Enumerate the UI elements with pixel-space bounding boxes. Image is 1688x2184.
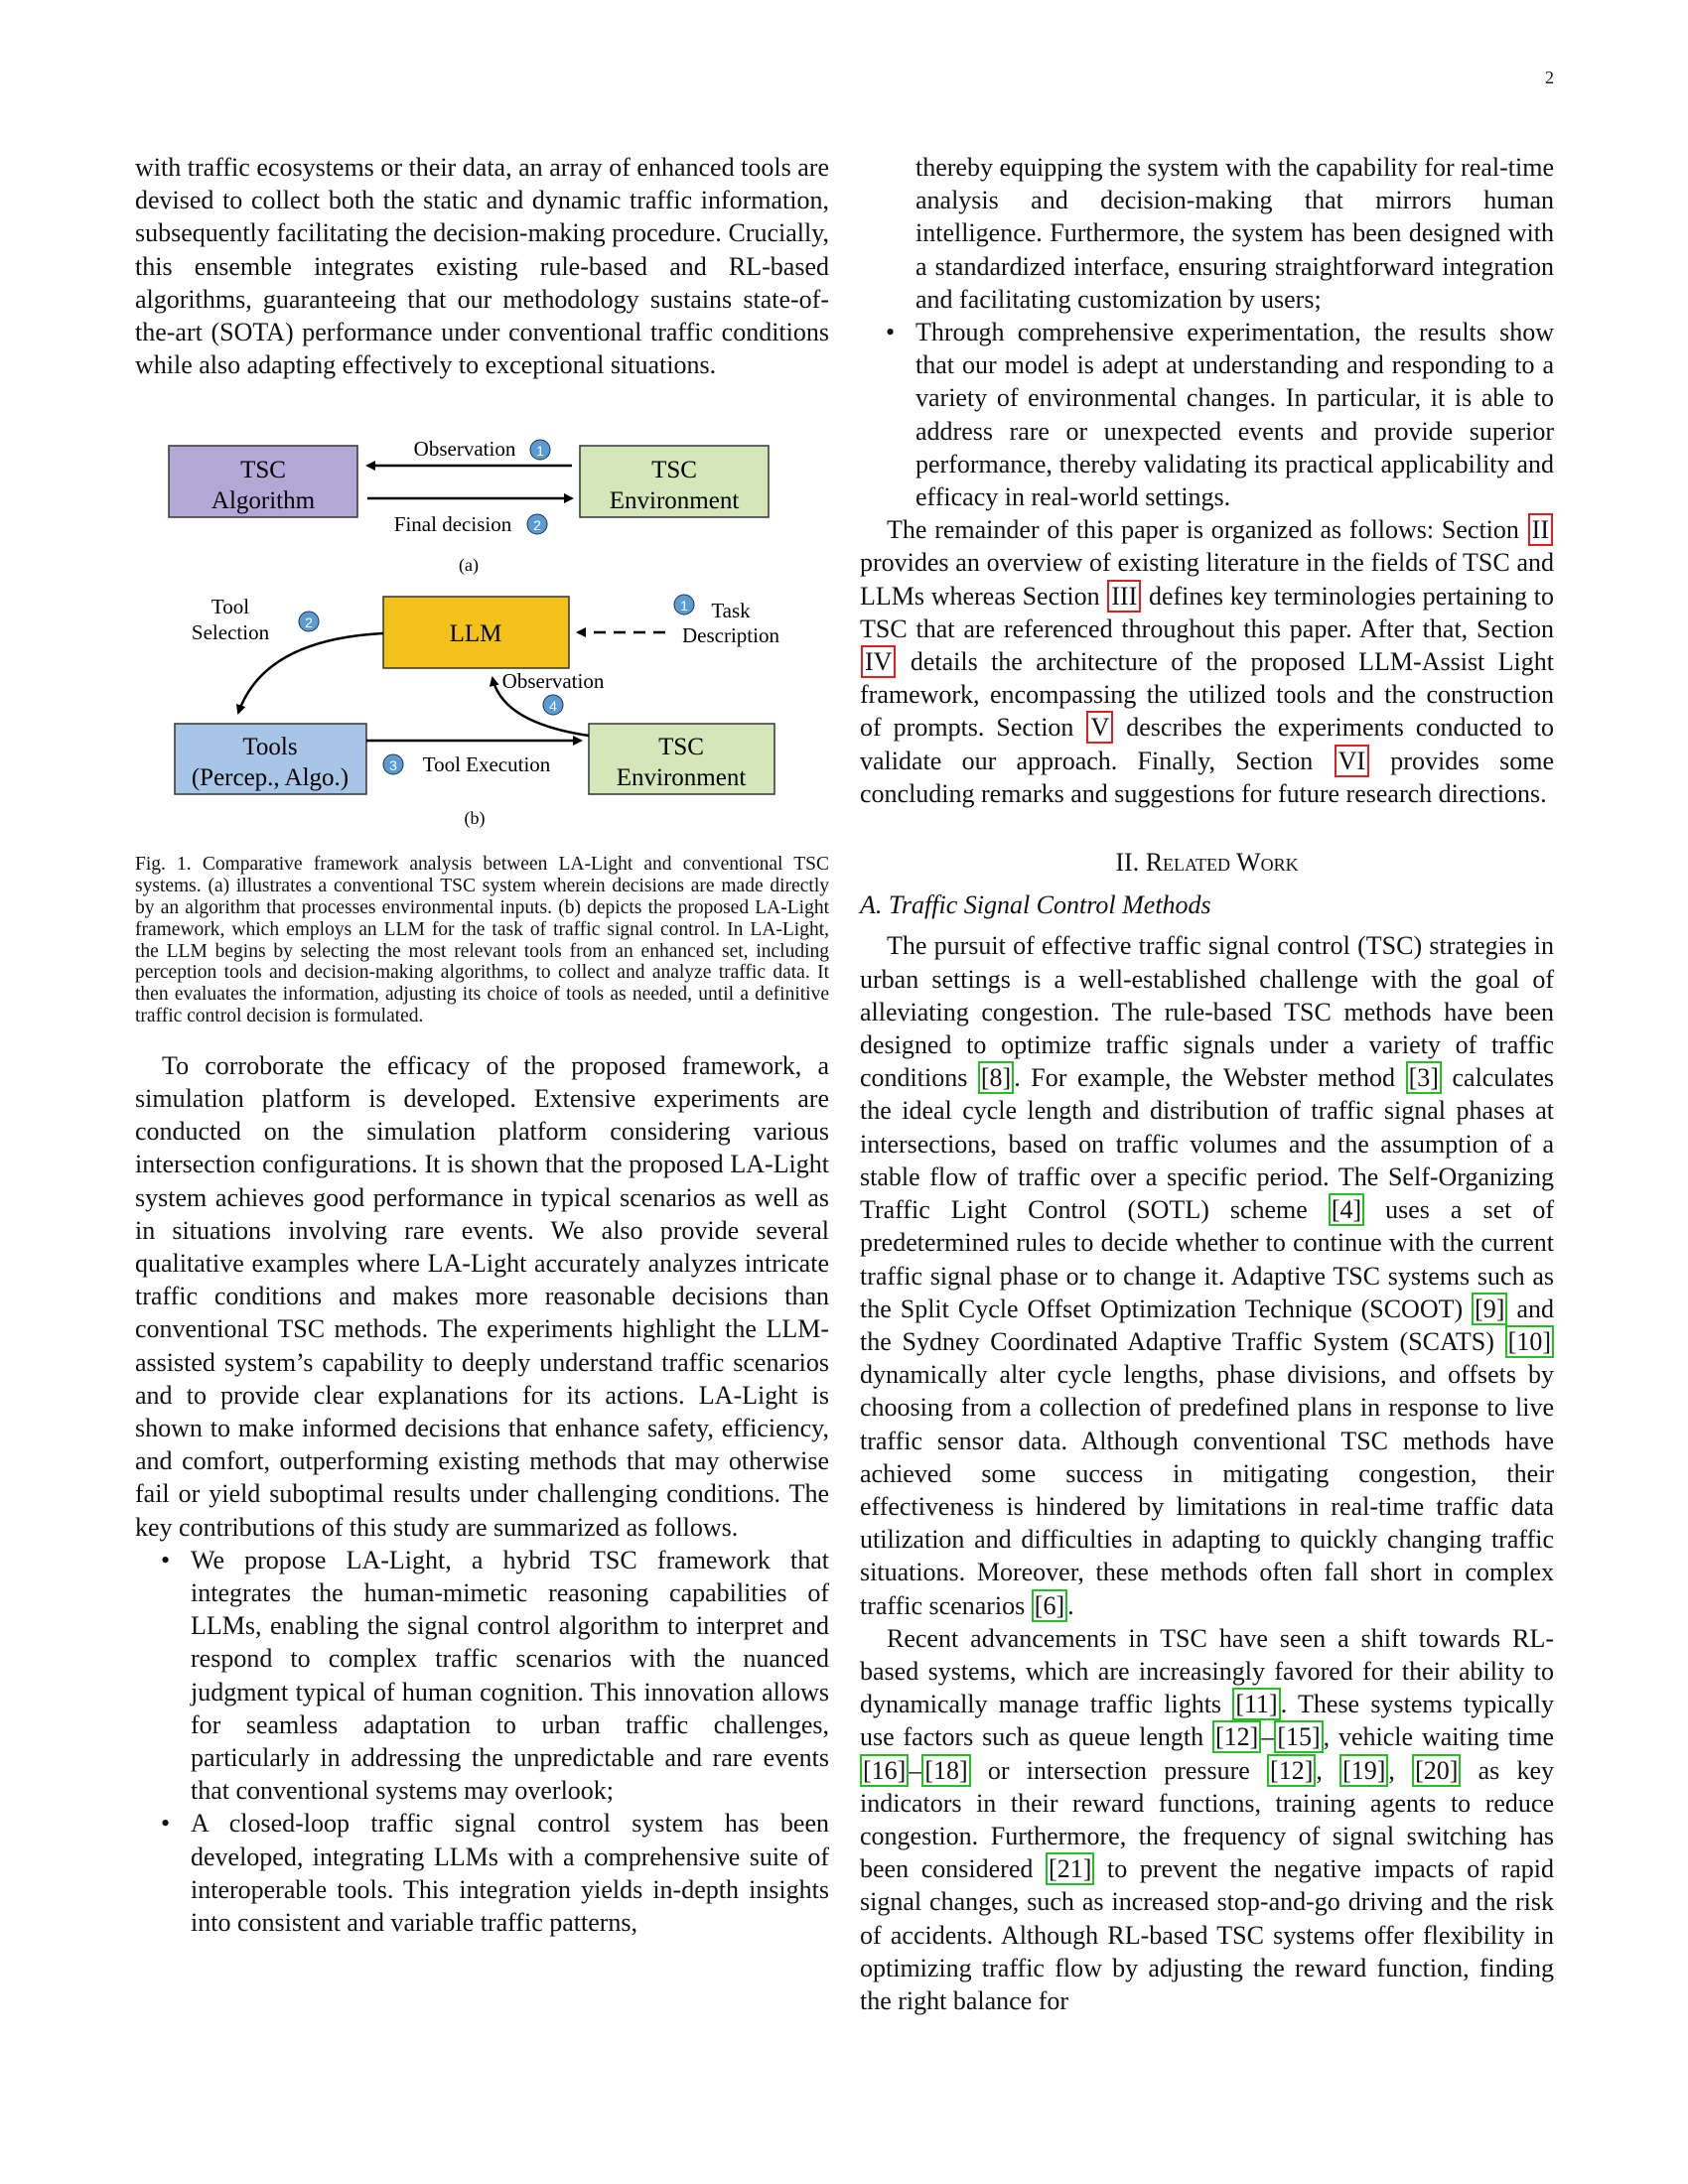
tools-label-1: Tools: [242, 734, 298, 761]
citation-link[interactable]: [18]: [921, 1754, 970, 1787]
section-ref-link[interactable]: IV: [861, 645, 896, 678]
citation-link[interactable]: [20]: [1412, 1754, 1461, 1787]
contribution-intro: To corroborate the efficacy of the proposed framework, a simulation platform is developed. Extensive experiments are conducted on the simulation platform considering various intersection configurations. It is shown that the proposed LA-Light system achieves good performance in typical scenarios as well as in situations involving rare events. We also provide several qualitative examples where LA-Light accurately analyzes intricate traffic conditions and makes more reasonable decisions than conventional TSC methods. The experiments highlight the LLM-assisted system’s capability to deeply understand traffic scenarios and to provide clear explanations for its actions. LA-Light is shown to make informed decisions that enhance safety, efficiency, and comfort, outperforming existing methods that may otherwise fail or yield suboptimal results under challenging conditions. The key contributions of this study are summarized as follows.: [135, 1050, 829, 1542]
outline-text: provides some concluding remarks and suggestions for future research directions.: [860, 746, 1555, 808]
contribution-item-3: • Through comprehensive experimentation, the results show that our model is adept at understanding and responding to a variety of environmental changes. In particular, it is able to address rare or unexpected events and provide superior performance, thereby validating its practical applicability and efficacy in real-world settings.: [915, 316, 1554, 513]
section-ref-link[interactable]: III: [1107, 580, 1141, 613]
llm-label: LLM: [449, 620, 502, 648]
left-column: [135, 151, 829, 1939]
intro-continuation: with traffic ecosystems or their data, an array of enhanced tools are devised to collect both the static and dynamic traffic information, subsequently facilitating the decision-making procedure. Crucially, this ensemble integrates existing rule-based and RL-based algorithms, guaranteeing that our methodology sustains state-of-the-art (SOTA) performance under conventional traffic conditions while also adapting effectively to exceptional situations.: [135, 153, 829, 380]
body-text: uses a set of predetermined rules to decide whether to continue with the current traffic signal phase or to change it. Adaptive TSC systems such as the Split Cycle Offset Optimization Technique (SCOOT): [860, 1195, 1554, 1323]
page-number: 2: [1545, 68, 1554, 87]
environment-a-label-2: Environment: [609, 487, 740, 515]
body-text: . These systems typically use factors such as queue length: [860, 1690, 1554, 1752]
related-work-para-2: [860, 1622, 1554, 2017]
citation-link[interactable]: [3]: [1406, 1061, 1442, 1094]
body-text: calculates the ideal cycle length and distribution of traffic signal phases at intersections, based on traffic volumes and the assumption of a stable flow of traffic over a specific period. The Self-Organizing Traffic Light Control (SOTL) scheme: [860, 1063, 1554, 1225]
citation-link[interactable]: [9]: [1472, 1293, 1507, 1325]
environment-a-label-1: TSC: [651, 457, 697, 484]
citation-link[interactable]: [15]: [1274, 1720, 1323, 1753]
body-text: .: [1067, 1590, 1074, 1620]
contribution-list-continued: [860, 151, 1554, 513]
algorithm-label-1: TSC: [240, 457, 286, 484]
tool-selection-label-1: Tool: [211, 595, 250, 619]
badge-1-b-text: 1: [680, 598, 688, 614]
outline-text: provides an overview of existing literature in the fields of TSC and LLMs whereas Section: [860, 548, 1554, 611]
figure-1: [135, 415, 829, 832]
panel-a-label: (a): [459, 555, 479, 576]
outline-text: details the architecture of the proposed LLM-Assist Light framework, encompassing the utilized tools and the construction of prompts. Section: [860, 647, 1554, 743]
contribution-list: [135, 1544, 829, 1939]
tools-label-2: (Percep., Algo.): [191, 764, 350, 792]
tool-selection-arrow: [238, 633, 383, 713]
body-text: ,: [1316, 1755, 1340, 1785]
related-work-para-1: [860, 929, 1554, 1621]
observation-label-a: Observation: [413, 437, 516, 462]
outline-text: describes the experiments conducted to validate our approach. Finally, Section: [860, 713, 1554, 775]
citation-link[interactable]: [21]: [1046, 1852, 1094, 1885]
body-text: and the Sydney Coordinated Adaptive Traffic System (SCATS): [860, 1294, 1554, 1356]
figure-caption: Fig. 1. Comparative framework analysis between LA-Light and conventional TSC systems. (a) illustrates a conventional TSC system wherein decisions are made directly by an algorithm that processes environmental inputs. (b) depicts the proposed LA-Light framework, which employs an LLM for the task of traffic signal control. In LA-Light, the LLM begins by selecting the most relevant tools from an enhanced set, including perception tools and decision-making algorithms, to collect and analyze traffic data. It then evaluates the information, adjusting its choice of tools as needed, until a definitive traffic control decision is formulated.: [135, 854, 829, 1026]
contribution-item-2: • A closed-loop traffic signal control system has been developed, integrating LLMs with a comprehensive suite of interoperable tools. This integration yields in-depth insights into consistent and variable traffic patterns,: [191, 1807, 829, 1939]
section-ref-link[interactable]: VI: [1335, 745, 1369, 777]
observation-label-b: Observation: [501, 669, 605, 694]
citation-link[interactable]: [4]: [1329, 1193, 1364, 1226]
badge-1-a-text: 1: [536, 443, 544, 460]
panel-b-label: (b): [464, 808, 486, 829]
section-title: Related Work: [1145, 848, 1299, 878]
citation-link[interactable]: [19]: [1339, 1754, 1388, 1787]
tool-execution-label: Tool Execution: [422, 752, 551, 777]
right-column: [860, 151, 1554, 2017]
task-label-2: Description: [682, 623, 779, 648]
environment-b-label-1: TSC: [658, 734, 704, 761]
contribution-item-1: • We propose LA-Light, a hybrid TSC framework that integrates the human-mimetic reasoning capabilities of LLMs, enabling the signal control algorithm to interpret and respond to complex traffic scenarios with the nuanced judgment typical of human cognition. This innovation allows for seamless adaptation to urban traffic challenges, particularly in addressing the unpredictable and rare events that conventional systems may overlook;: [191, 1544, 829, 1808]
body-text: –: [909, 1755, 922, 1785]
body-text: or intersection pressure: [970, 1755, 1268, 1785]
badge-3-b-text: 3: [389, 757, 397, 774]
body-text: Recent advancements in TSC have seen a shift towards RL-based systems, which are increasingly favored for their ability to dynamically manage traffic lights: [860, 1623, 1554, 1719]
environment-b-label-2: Environment: [616, 764, 747, 792]
body-text: ,: [1388, 1755, 1413, 1785]
badge-2-a-text: 2: [533, 517, 541, 534]
final-decision-label: Final decision: [393, 512, 512, 537]
citation-link[interactable]: [8]: [978, 1061, 1014, 1094]
algorithm-label-2: Algorithm: [211, 487, 316, 515]
subsection-heading: A. Traffic Signal Control Methods: [860, 890, 1211, 920]
section-heading: [860, 846, 1554, 879]
contribution-item-2-cont: [915, 151, 1554, 316]
section-number: II.: [1115, 848, 1140, 878]
body-text: as key indicators in their reward functions, training agents to reduce congestion. Furthermore, the frequency of signal switching has been considered: [860, 1755, 1555, 1884]
body-text: , vehicle waiting time: [1323, 1722, 1555, 1752]
body-text: dynamically alter cycle lengths, phase divisions, and offsets by choosing from a collection of predefined plans in response to live traffic sensor data. Although conventional TSC methods have achieved some success in mitigating congestion, their effectiveness is hindered by limitations in real-time traffic data utilization and difficulties in adapting to quickly changing traffic situations. Moreover, these methods often fall short in complex traffic scenarios: [860, 1360, 1554, 1620]
badge-2-b-text: 2: [305, 614, 313, 631]
paper-outline: [860, 513, 1554, 810]
outline-text: The remainder of this paper is organized as follows: Section: [887, 515, 1527, 545]
body-text: . For example, the Webster method: [1014, 1063, 1406, 1093]
tool-selection-label-2: Selection: [191, 620, 270, 645]
outline-text: defines key terminologies pertaining to TSC that are referenced throughout this paper. After that, Section: [860, 581, 1554, 643]
citation-link[interactable]: [6]: [1032, 1589, 1067, 1622]
citation-link[interactable]: [12]: [1212, 1720, 1261, 1753]
section-ref-link[interactable]: V: [1086, 711, 1113, 744]
citation-link[interactable]: [12]: [1267, 1754, 1316, 1787]
body-text: to prevent the negative impacts of rapid signal changes, such as increased stop-and-go driving and the risk of accidents. Although RL-based TSC systems offer flexibility in optimizing traffic flow by adjusting the reward function, finding the right balance for: [860, 1854, 1555, 2015]
citation-link[interactable]: [10]: [1505, 1325, 1554, 1358]
citation-link[interactable]: [11]: [1232, 1688, 1280, 1720]
framework-diagram: [135, 415, 829, 832]
contribution-item-2-cont-text: thereby equipping the system with the capability for real-time analysis and decision-making that mirrors human intelligence. Furthermore, the system has been designed with a standardized interface, ensuring straightforward integration and facilitating customization by users;: [915, 153, 1554, 314]
body-text: –: [1261, 1722, 1275, 1752]
badge-4-b-text: 4: [549, 698, 557, 715]
citation-link[interactable]: [16]: [860, 1754, 909, 1787]
task-label-1: Task: [711, 599, 751, 623]
section-ref-link[interactable]: II: [1528, 513, 1553, 546]
body-text: The pursuit of effective traffic signal control (TSC) strategies in urban settings is a well-established challenge with the goal of alleviating congestion. The rule-based TSC methods have been designed to optimize traffic signals under a variety of traffic conditions: [860, 931, 1554, 1093]
